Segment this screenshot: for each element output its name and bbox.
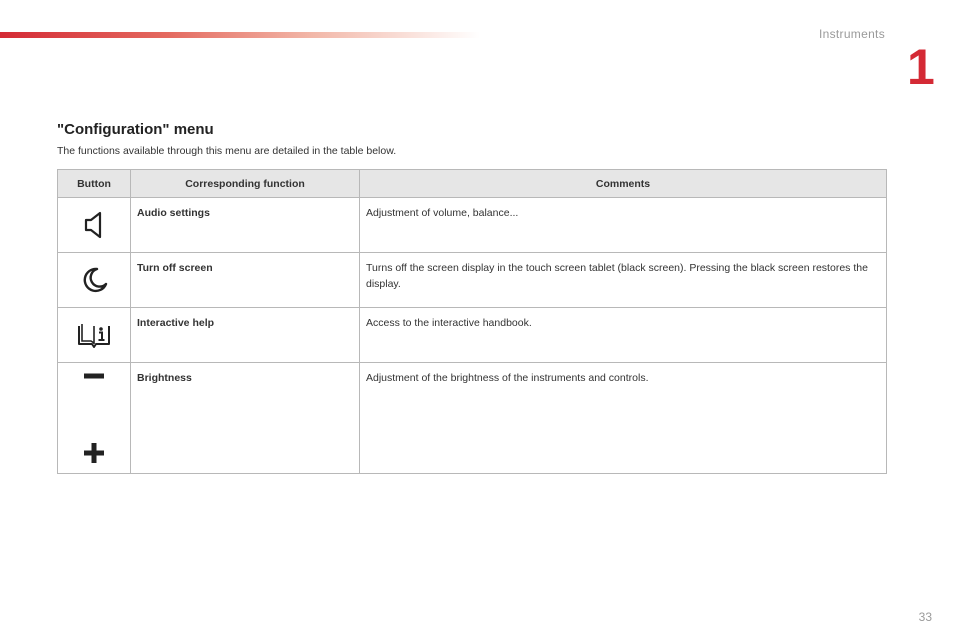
intro-text: The functions available through this menu are detailed in the table below. <box>57 145 397 157</box>
icon-cell <box>58 363 131 474</box>
function-name: Turn off screen <box>131 253 360 308</box>
function-name: Brightness <box>131 363 360 474</box>
book-info-icon <box>77 322 111 348</box>
icon-cell <box>58 253 131 308</box>
moon-icon <box>80 266 108 294</box>
table-row <box>58 253 887 308</box>
table-header-row <box>58 170 887 198</box>
function-name: Audio settings <box>131 198 360 253</box>
plus-icon <box>83 442 105 464</box>
speaker-icon <box>83 210 105 240</box>
function-name: Interactive help <box>131 308 360 363</box>
function-comment: Access to the interactive handbook. <box>360 308 887 363</box>
table-row <box>58 198 887 253</box>
chapter-number: 1 <box>907 39 935 95</box>
table-row <box>58 308 887 363</box>
column-header-function: Corresponding function <box>131 170 360 198</box>
section-title: "Configuration" menu <box>57 121 214 138</box>
icon-cell <box>58 198 131 253</box>
function-table <box>57 169 887 474</box>
page-number: 33 <box>918 610 932 624</box>
chapter-label: Instruments <box>819 27 885 41</box>
function-comment: Turns off the screen display in the touch screen tablet (black screen). Pressing the black screen restores the display. <box>360 253 887 308</box>
decorative-top-bar <box>0 32 480 38</box>
function-comment: Adjustment of volume, balance... <box>360 198 887 253</box>
column-header-comments: Comments <box>360 170 887 198</box>
table-row <box>58 363 887 474</box>
function-comment: Adjustment of the brightness of the instruments and controls. <box>360 363 887 474</box>
minus-icon <box>83 372 105 380</box>
icon-cell <box>58 308 131 363</box>
column-header-button: Button <box>58 170 131 198</box>
